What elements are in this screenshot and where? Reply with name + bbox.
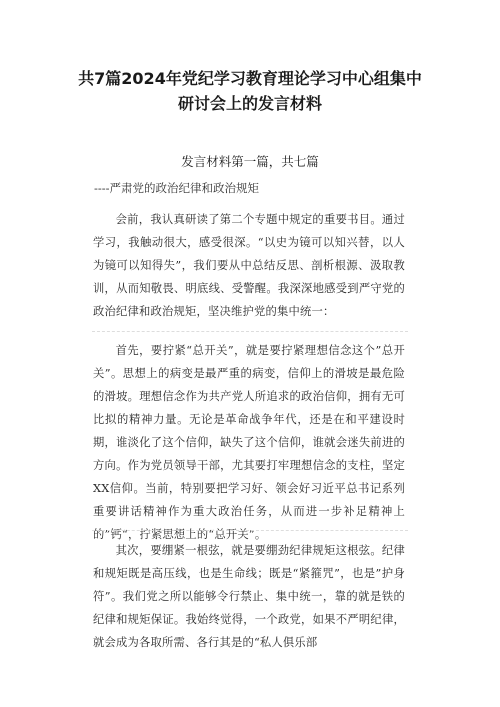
document-title-line-2: 研讨会上的发言材料 [177, 94, 322, 113]
paragraph-1: 会前，我认真研读了第二个专题中规定的重要书目。通过学习，我触动很大，感受很深。“以史为镜可以知兴替，以人为镜可以知得失”，我们要从中总结反思、剖析根源、汲取教训，从而知敬畏、明底线、受警醒。我深深地感受到严守党的政治纪律和政治规矩，坚决维护党的集中统一： [93, 213, 405, 318]
paragraph-2: 首先，要拧紧“总开关”，就是要拧紧理想信念这个”总开关”。思想上的病变是最严重的病变，信仰上的滑坡是最危险的滑坡。理想信念作为共产党人所追求的政治信仰，拥有无可比拟的精神力量。无论是革命战争年代，还是在和平建设时期，谁淡化了这个信仰，缺失了这个信仰，谁就会迷失前进的方向。作为党员领导干部，尤其要打牢理想信念的支柱，坚定XX信仰。当前，特别要把学习好、领会好习近平总书记系列重要讲话精神作为重大政治任务，从而进一步补足精神上的”钙“，拧紧思想上的“总开关”。 [93, 344, 405, 541]
section-subtitle: 发言材料第一篇，共七篇 [181, 154, 319, 169]
section-heading: ----严肃党的政治纪律和政治规矩 [94, 181, 260, 195]
document-title-line-1: 共7篇2024年党纪学习教育理论学习中心组集中 [78, 69, 422, 88]
paragraph-3: 其次，要绷紧一根弦，就是要绷劲纪律规矩这根弦。纪律和规矩既是高压线，也是生命线；既是“紧箍咒”，也是”护身符”。我们党之所以能够令行禁止、集中统一，靠的就是铁的纪律和规矩保证。我始终觉得，一个政党，如果不严明纪律，就会成为各取所需、各行其是的“私人俱乐部 [93, 544, 405, 649]
paragraph-divider [92, 530, 408, 531]
paragraph-divider [92, 331, 408, 332]
